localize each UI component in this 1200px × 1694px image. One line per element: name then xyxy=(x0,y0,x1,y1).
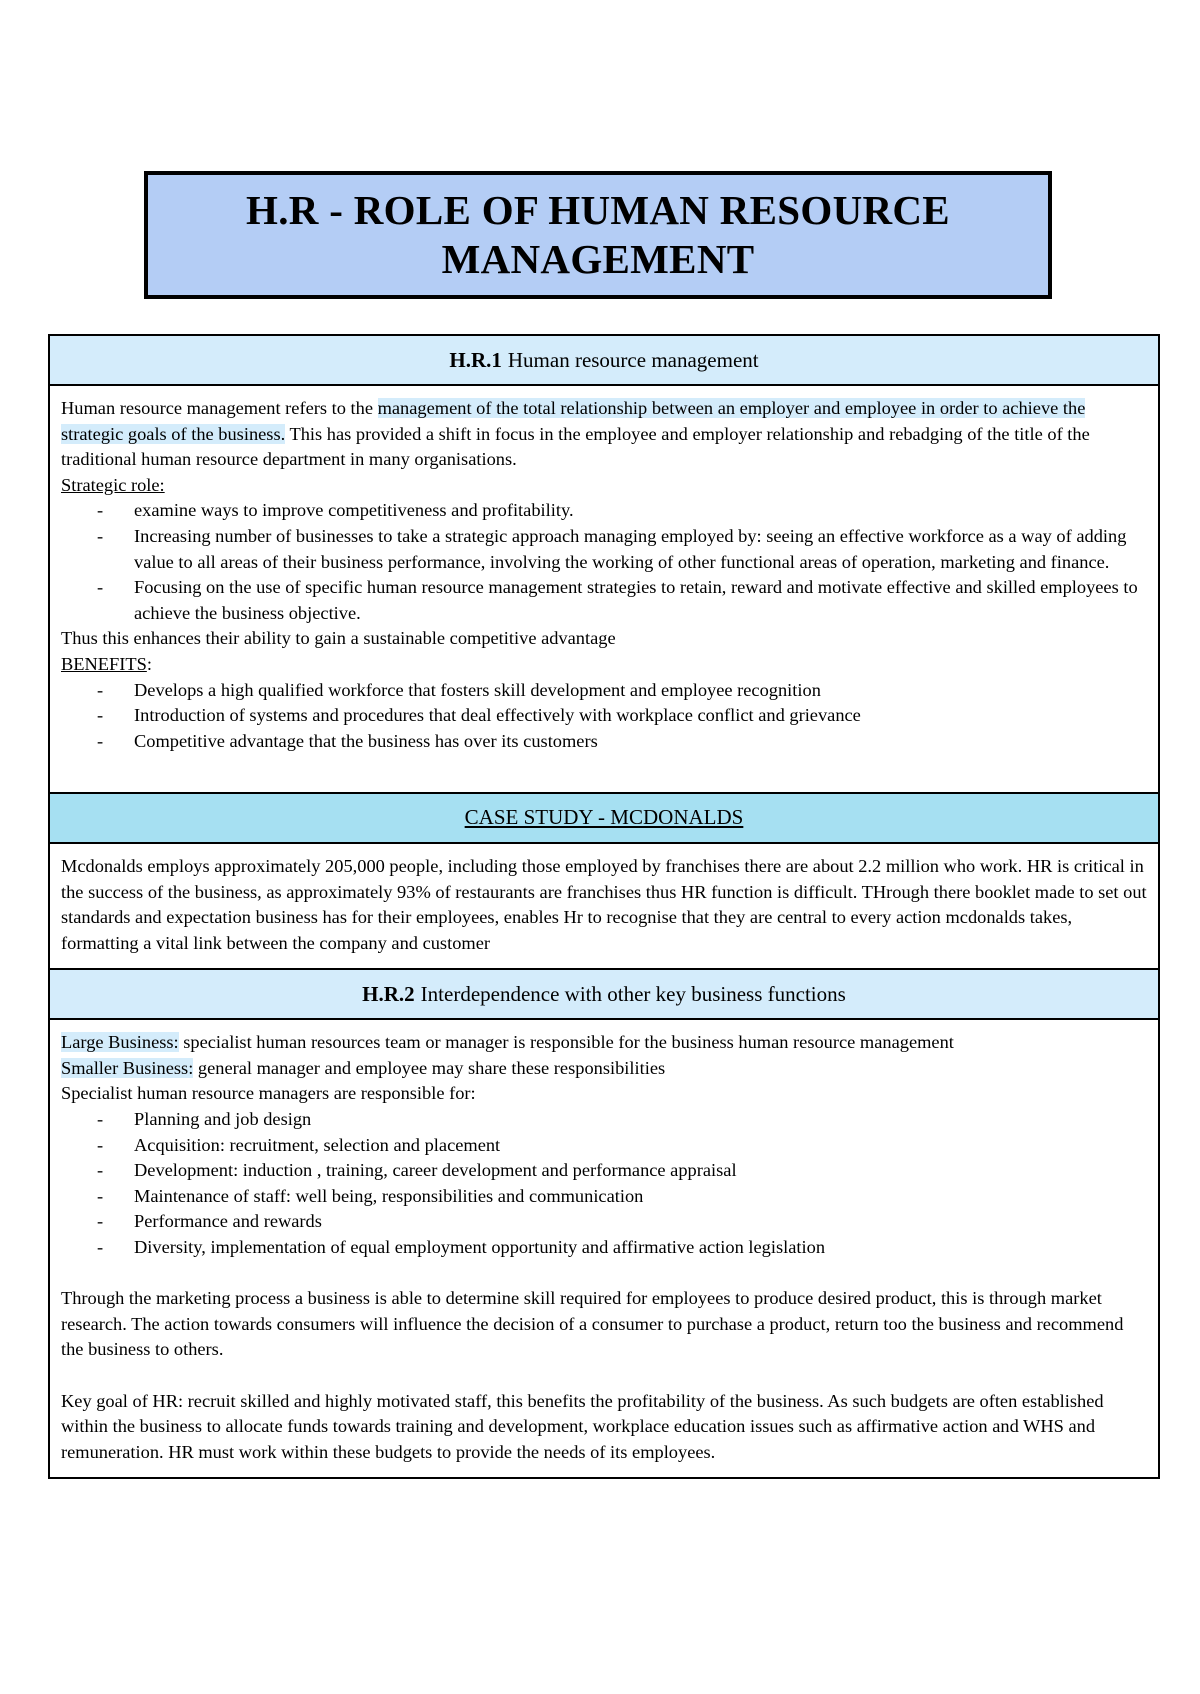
large-business-text: specialist human resources team or manager is responsible for the business human resource management xyxy=(178,1032,954,1053)
list-item: - Performance and rewards xyxy=(61,1209,1148,1235)
list-item: - Diversity, implementation of equal employment opportunity and affirmative action legislation xyxy=(61,1235,1148,1261)
large-business-label: Large Business: xyxy=(61,1032,179,1053)
specialist-intro: Specialist human resource managers are responsible for: xyxy=(61,1083,476,1104)
case-study-heading: CASE STUDY - MCDONALDS xyxy=(464,805,744,830)
marketing-paragraph: Through the marketing process a business is able to determine skill required for employees to produce desired product, this is through market research. The action towards consumers will influence the decision of a consumer to purchase a product, return too the business and recommend the business to others. xyxy=(61,1288,1124,1360)
hr1-conclusion: Thus this enhances their ability to gain a sustainable competitive advantage xyxy=(61,628,616,649)
document-title-line-2: MANAGEMENT xyxy=(441,236,755,282)
list-item: - Acquisition: recruitment, selection and placement xyxy=(61,1133,1148,1159)
list-item: - Competitive advantage that the business has over its customers xyxy=(61,729,1148,755)
strategic-role-list xyxy=(61,498,1148,626)
hr2-header xyxy=(50,970,1158,1020)
strategic-role-label: Strategic role: xyxy=(61,474,165,495)
hr1-intro-highlight: management of the total relationship between an employer and employee in order to achieve the strategic goals of the business. xyxy=(61,398,1086,444)
hr1-code: H.R.1 xyxy=(449,347,502,372)
hr1-heading: Human resource management xyxy=(507,347,759,372)
hr2-code: H.R.2 xyxy=(362,981,415,1006)
large-business-row xyxy=(61,1030,1148,1056)
responsibilities-list xyxy=(61,1107,1148,1261)
small-business-text: general manager and employee may share these responsibilities xyxy=(193,1057,666,1078)
list-item: - Increasing number of businesses to take a strategic approach managing employed by: seeing an effective workforce as a way of adding value to all areas of their business performance, involving the working of other functional areas of operation, marketing and finance. xyxy=(61,524,1148,575)
spacer xyxy=(61,1261,1148,1287)
list-item: - Focusing on the use of specific human resource management strategies to retain, reward and motivate effective and skilled employees to achieve the business objective. xyxy=(61,575,1148,626)
content-table xyxy=(48,334,1160,1479)
document-title-box xyxy=(144,171,1052,299)
case-study-body: Mcdonalds employs approximately 205,000 people, including those employed by franchises there are about 2.2 million who work. HR is critical in the success of the business, as approximately 93% of restaurants are franchises thus HR function is difficult. THrough there booklet made to set out standards and expectation business has for their employees, enables Hr to recognise that they are central to every action mcdonalds takes, formatting a vital link between the company and customer xyxy=(50,844,1158,970)
hr2-body xyxy=(50,1020,1158,1477)
list-item: - Introduction of systems and procedures that deal effectively with workplace conflict and grievance xyxy=(61,703,1148,729)
benefits-label: BENEFITS xyxy=(61,653,147,674)
list-item: - Development: induction , training, career development and performance appraisal xyxy=(61,1158,1148,1184)
hr2-heading: Interdependence with other key business functions xyxy=(420,981,846,1006)
list-item: - examine ways to improve competitiveness and profitability. xyxy=(61,498,1148,524)
spacer xyxy=(61,1363,1148,1389)
list-item: - Develops a high qualified workforce that fosters skill development and employee recognition xyxy=(61,678,1148,704)
benefits-label-row xyxy=(61,652,1148,678)
hr1-header xyxy=(50,336,1158,386)
small-business-row xyxy=(61,1056,1148,1082)
benefits-colon: : xyxy=(146,653,152,674)
case-study-header xyxy=(50,794,1158,844)
spacer xyxy=(61,754,1148,780)
hr1-intro-pre: Human resource management refers to the xyxy=(61,398,378,418)
document-title-line-1: H.R - ROLE OF HUMAN RESOURCE xyxy=(246,187,950,233)
hr1-intro-paragraph xyxy=(61,396,1148,473)
list-item: - Maintenance of staff: well being, responsibilities and communication xyxy=(61,1184,1148,1210)
hr1-body xyxy=(50,386,1158,794)
list-item: - Planning and job design xyxy=(61,1107,1148,1133)
hr1-intro-post: This has provided a shift in focus in the employee and employer relationship and rebadging of the title of the traditional human resource department in many organisations. xyxy=(61,423,1090,470)
small-business-label: Smaller Business: xyxy=(61,1057,194,1078)
key-goal-paragraph: Key goal of HR: recruit skilled and highly motivated staff, this benefits the profitability of the business. As such budgets are often established within the business to allocate funds towards training and development, workplace education issues such as affirmative action and WHS and remuneration. HR must work within these budgets to provide the needs of its employees. xyxy=(61,1390,1104,1462)
benefits-list xyxy=(61,678,1148,755)
